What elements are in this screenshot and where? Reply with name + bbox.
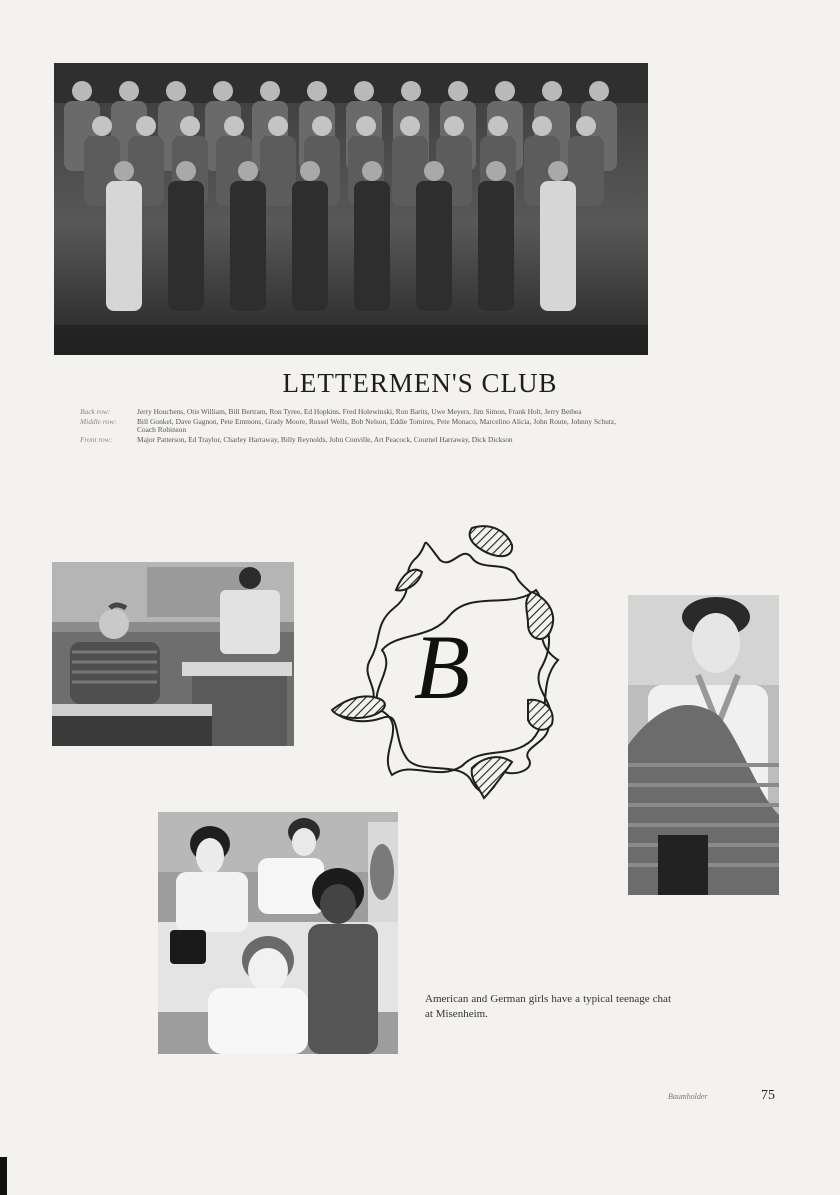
roster-row-label: Front row: xyxy=(80,434,113,444)
scan-edge-mark xyxy=(0,1157,7,1195)
group-member-head xyxy=(166,81,186,101)
photo-caption: American and German girls have a typical teenage chat at Misenheim. xyxy=(425,993,671,1020)
girl-portrait-photo xyxy=(628,595,779,895)
emblem-letter: B xyxy=(413,616,471,718)
group-member-head xyxy=(119,81,139,101)
roster-middle-row xyxy=(80,418,616,435)
group-member-head xyxy=(260,81,280,101)
group-member-head xyxy=(548,161,568,181)
group-member-head xyxy=(424,161,444,181)
group-member-head xyxy=(307,81,327,101)
group-member-head xyxy=(92,116,112,136)
group-member-head xyxy=(136,116,156,136)
group-member-head xyxy=(488,116,508,136)
roster-row-label: Back row: xyxy=(80,407,111,416)
roster-list xyxy=(80,408,616,445)
club-title: LETTERMEN'S CLUB xyxy=(282,368,558,398)
group-member-head xyxy=(362,161,382,181)
group-member-head xyxy=(224,116,244,136)
group-member-head xyxy=(268,116,288,136)
group-member-figure xyxy=(106,181,142,311)
roster-row-names: Major Patterson, Ed Traylor, Charley Harraway, Billy Reynolds, John Conville, Art Peacock, Cournel Harraway, Dick Dickson xyxy=(137,434,513,444)
group-member-figure xyxy=(292,181,328,311)
group-member-head xyxy=(448,81,468,101)
lettermen-group-photo xyxy=(54,63,648,355)
group-member-figure xyxy=(416,181,452,311)
group-member-head xyxy=(444,116,464,136)
group-member-figure xyxy=(540,181,576,311)
group-member-head xyxy=(300,161,320,181)
group-member-head xyxy=(495,81,515,101)
group-member-head xyxy=(542,81,562,101)
group-member-head xyxy=(576,116,596,136)
group-member-head xyxy=(312,116,332,136)
roster-row-names: Bill Gonkel, Dave Gagnon, Pete Emmons, Grady Moore, Russel Wells, Bob Nelson, Eddie Tomires, Pete Monaco, Marcelino Alicia, John Route, Johnny Schutz, Coach Robinson xyxy=(137,416,616,435)
roster-front-row xyxy=(80,436,616,445)
group-member-head xyxy=(356,116,376,136)
group-member-figure xyxy=(230,181,266,311)
roster-row-label: Middle row: xyxy=(80,416,117,426)
b-emblem xyxy=(322,520,568,806)
group-member-head xyxy=(176,161,196,181)
group-member-head xyxy=(532,116,552,136)
group-member-head xyxy=(72,81,92,101)
classroom-photo xyxy=(52,562,294,746)
page-number: 75 xyxy=(761,1088,775,1103)
group-member-head xyxy=(401,81,421,101)
group-member-head xyxy=(589,81,609,101)
group-member-head xyxy=(486,161,506,181)
folio-name: Baumholder xyxy=(668,1092,708,1101)
group-member-figure xyxy=(478,181,514,311)
group-member-head xyxy=(180,116,200,136)
group-member-head xyxy=(354,81,374,101)
group-member-head xyxy=(114,161,134,181)
group-member-head xyxy=(213,81,233,101)
girls-chat-photo xyxy=(158,812,398,1054)
roster-row-names: Jerry Houchens, Otis William, Bill Bertram, Ron Tyree, Ed Hopkins, Fred Holewinski, Ron Barits, Uwe Meyers, Jim Simon, Frank Holt, Jerry Bethea xyxy=(137,407,582,416)
group-member-head xyxy=(238,161,258,181)
roster-back-row xyxy=(80,408,616,417)
group-member-head xyxy=(400,116,420,136)
group-member-figure xyxy=(168,181,204,311)
group-member-figure xyxy=(354,181,390,311)
